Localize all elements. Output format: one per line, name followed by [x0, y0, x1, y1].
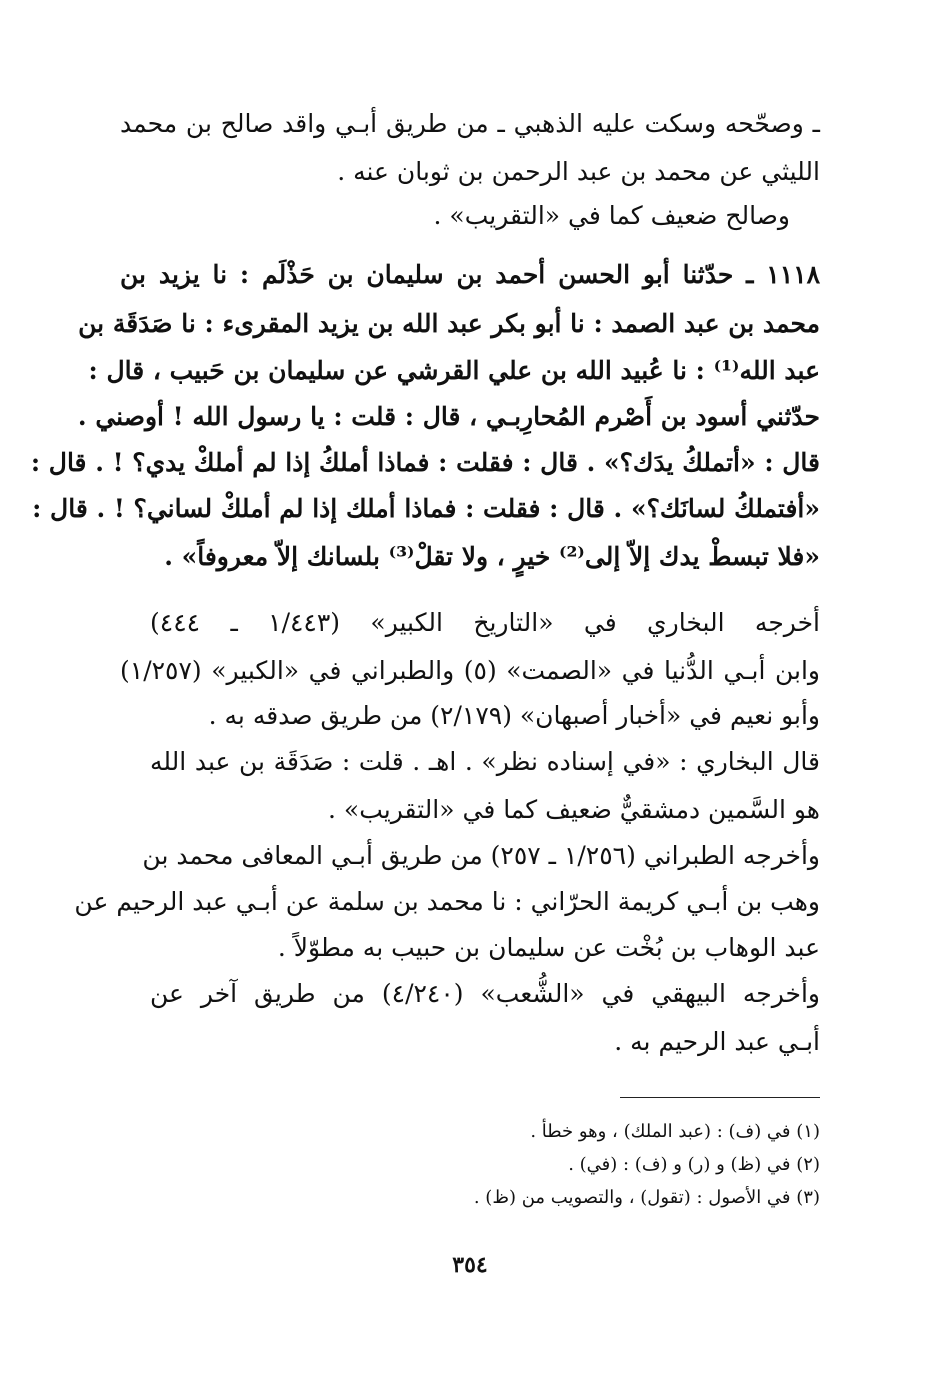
- hadith-line: قال : «أتملكُ يدَك؟» . قال : فقلت : فماذا أملكُ إذا لم أملكْ يدي؟ ! . قال :: [30, 448, 820, 477]
- hadith-line: «أفتملكُ لسانَك؟» . قال : فقلت : فماذا أملك إذا لم أملكْ لساني؟ ! . قال :: [32, 494, 820, 523]
- footnote-divider: [620, 1097, 820, 1098]
- hadith-line: «فلا تبسطْ يدك إلاّ إلى⁽²⁾ خيرٍ ، ولا تقلْ⁽³⁾ بلسانك إلاّ معروفاً» .: [164, 542, 820, 571]
- hadith-line: ١١١٨ ـ حدّثنا أبو الحسن أحمد بن سليمان بن حَذْلَم : نا يزيد بن: [120, 260, 820, 289]
- hadith-line: حدّثني أسود بن أَصْرم المُحارِبـي ، قال : قلت : يا رسول الله ! أوصني .: [77, 402, 820, 431]
- text-line: الليثي عن محمد بن عبد الرحمن بن ثوبان عنه .: [337, 157, 820, 186]
- text-line: أبـي عبد الرحيم به .: [614, 1027, 820, 1056]
- footnote: (١) في (ف) : (عبد الملك) ، وهو خطأ .: [530, 1121, 820, 1142]
- text-line: قال البخاري : «في إسناده نظر» . اهـ . قلت : صَدَقَة بن عبد الله: [150, 747, 820, 776]
- text-line: أخرجه البخاري في «التاريخ الكبير» (١/٤٤٣ ـ ٤٤٤): [150, 608, 820, 637]
- text-line: عبد الوهاب بن بُخْت عن سليمان بن حبيب به مطوّلاً .: [277, 933, 820, 962]
- page-number: ٣٥٤: [452, 1252, 488, 1278]
- text-line: وابن أبـي الدُّنيا في «الصمت» (٥) والطبراني في «الكبير» (١/٢٥٧): [120, 656, 820, 685]
- footnote: (٣) في الأصول : (تقول) ، والتصويب من (ظ) .: [473, 1187, 820, 1208]
- text-line: وصالح ضعيف كما في «التقريب» .: [433, 201, 790, 230]
- text-line: وأخرجه الطبراني (١/٢٥٦ ـ ٢٥٧) من طريق أبـي المعافى محمد بن: [142, 841, 820, 870]
- text-line: ـ وصحّحه وسكت عليه الذهبي ـ من طريق أبـي واقد صالح بن محمد: [120, 109, 820, 138]
- text-line: وأبو نعيم في «أخبار أصبهان» (٢/١٧٩) من طريق صدقه به .: [208, 701, 820, 730]
- hadith-line: محمد بن عبد الصمد : نا أبو بكر عبد الله بن يزيد المقرىء : نا صَدَقَة بن: [78, 309, 820, 338]
- hadith-line: عبد الله⁽¹⁾ : نا عُبيد الله بن علي القرشي عن سليمان بن حَبيب ، قال :: [88, 356, 820, 385]
- text-line: وأخرجه البيهقي في «الشُّعب» (٤/٢٤٠) من طريق آخر عن: [150, 979, 820, 1008]
- text-line: هو السَّمين دمشقيٌّ ضعيف كما في «التقريب» .: [328, 795, 820, 824]
- footnote: (٢) في (ظ) و (ر) و (ف) : (في) .: [568, 1154, 820, 1175]
- text-line: وهب بن أبـي كريمة الحرّاني : نا محمد بن سلمة عن أبـي عبد الرحيم عن: [74, 887, 820, 916]
